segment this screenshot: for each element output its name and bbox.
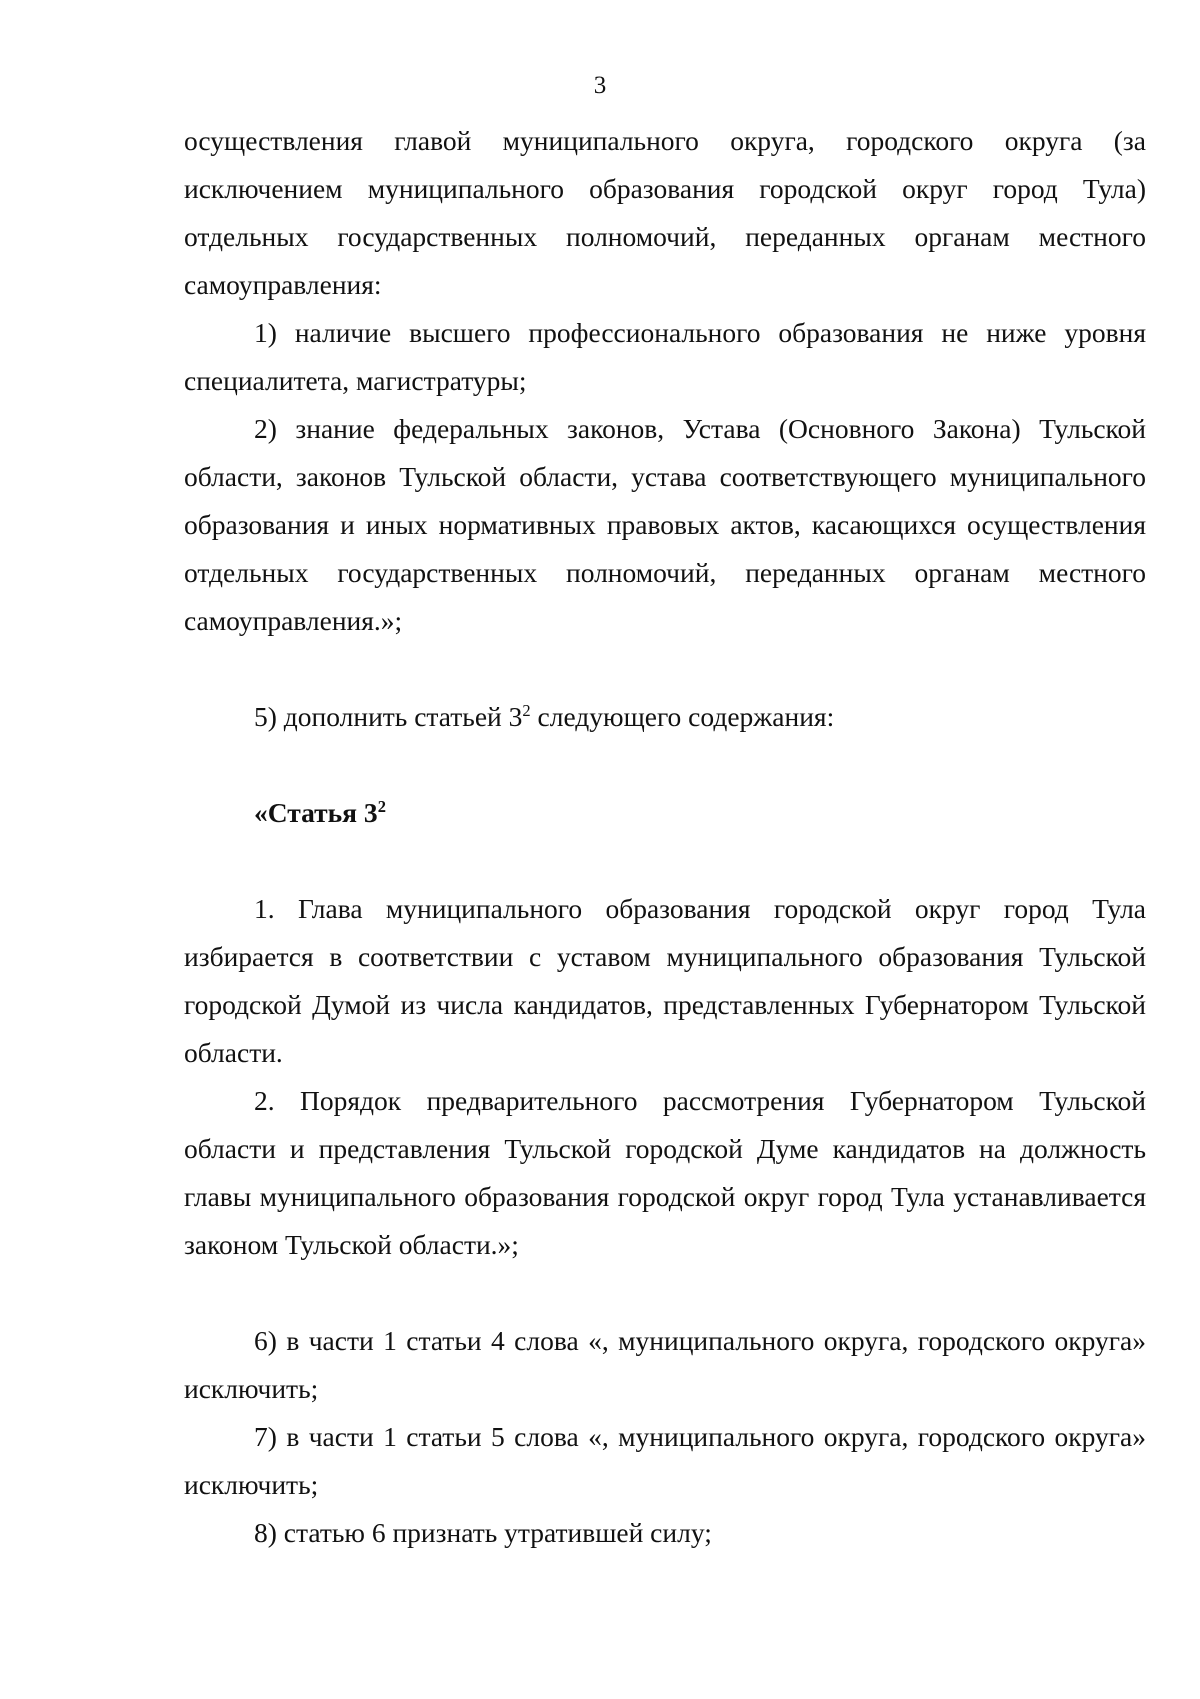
- paragraph-item-2: 2) знание федеральных законов, Устава (Основного Закона) Тульской области, законов Тульской области, устава соответствующего муниципального образования и иных нормативных правовых актов, касающихся осуществления отдельных государственных полномочий, переданных органам местного самоуправления.»;: [184, 413, 1146, 636]
- paragraph-item-6: 6) в части 1 статьи 4 слова «, муниципального округа, городского округа» исключить;: [184, 1325, 1146, 1404]
- item-5-superscript: 2: [522, 700, 531, 720]
- article-part-1: 1. Глава муниципального образования городской округ город Тула избирается в соответствии с уставом муниципального образования Тульской городской Думой из числа кандидатов, представленных Губернатором Тульской области.: [184, 893, 1146, 1068]
- paragraph-continuation: осуществления главой муниципального округа, городского округа (за исключением муниципального образования городской округ город Тула) отдельных государственных полномочий, переданных органам местного самоуправления:: [184, 125, 1146, 300]
- item-5-text: 5) дополнить статьей 3: [254, 701, 523, 732]
- article-heading: [184, 789, 1146, 837]
- paragraph-item-7: 7) в части 1 статьи 5 слова «, муниципального округа, городского округа» исключить;: [184, 1421, 1146, 1500]
- paragraph-item-5: [184, 693, 1146, 741]
- item-5-text-end: следующего содержания:: [530, 701, 835, 732]
- page-number: 3: [593, 72, 607, 99]
- paragraph-item-1: 1) наличие высшего профессионального образования не ниже уровня специалитета, магистратуры;: [184, 317, 1146, 396]
- article-heading-text: «Статья 3: [254, 797, 378, 828]
- article-heading-superscript: 2: [377, 796, 386, 816]
- paragraph-item-8: 8) статью 6 признать утратившей силу;: [254, 1517, 712, 1548]
- document-body: [184, 117, 1146, 1557]
- article-part-2: 2. Порядок предварительного рассмотрения Губернатором Тульской области и представления Тульской городской Думе кандидатов на должность главы муниципального образования городской округ город Тула устанавливается законом Тульской области.»;: [184, 1085, 1146, 1260]
